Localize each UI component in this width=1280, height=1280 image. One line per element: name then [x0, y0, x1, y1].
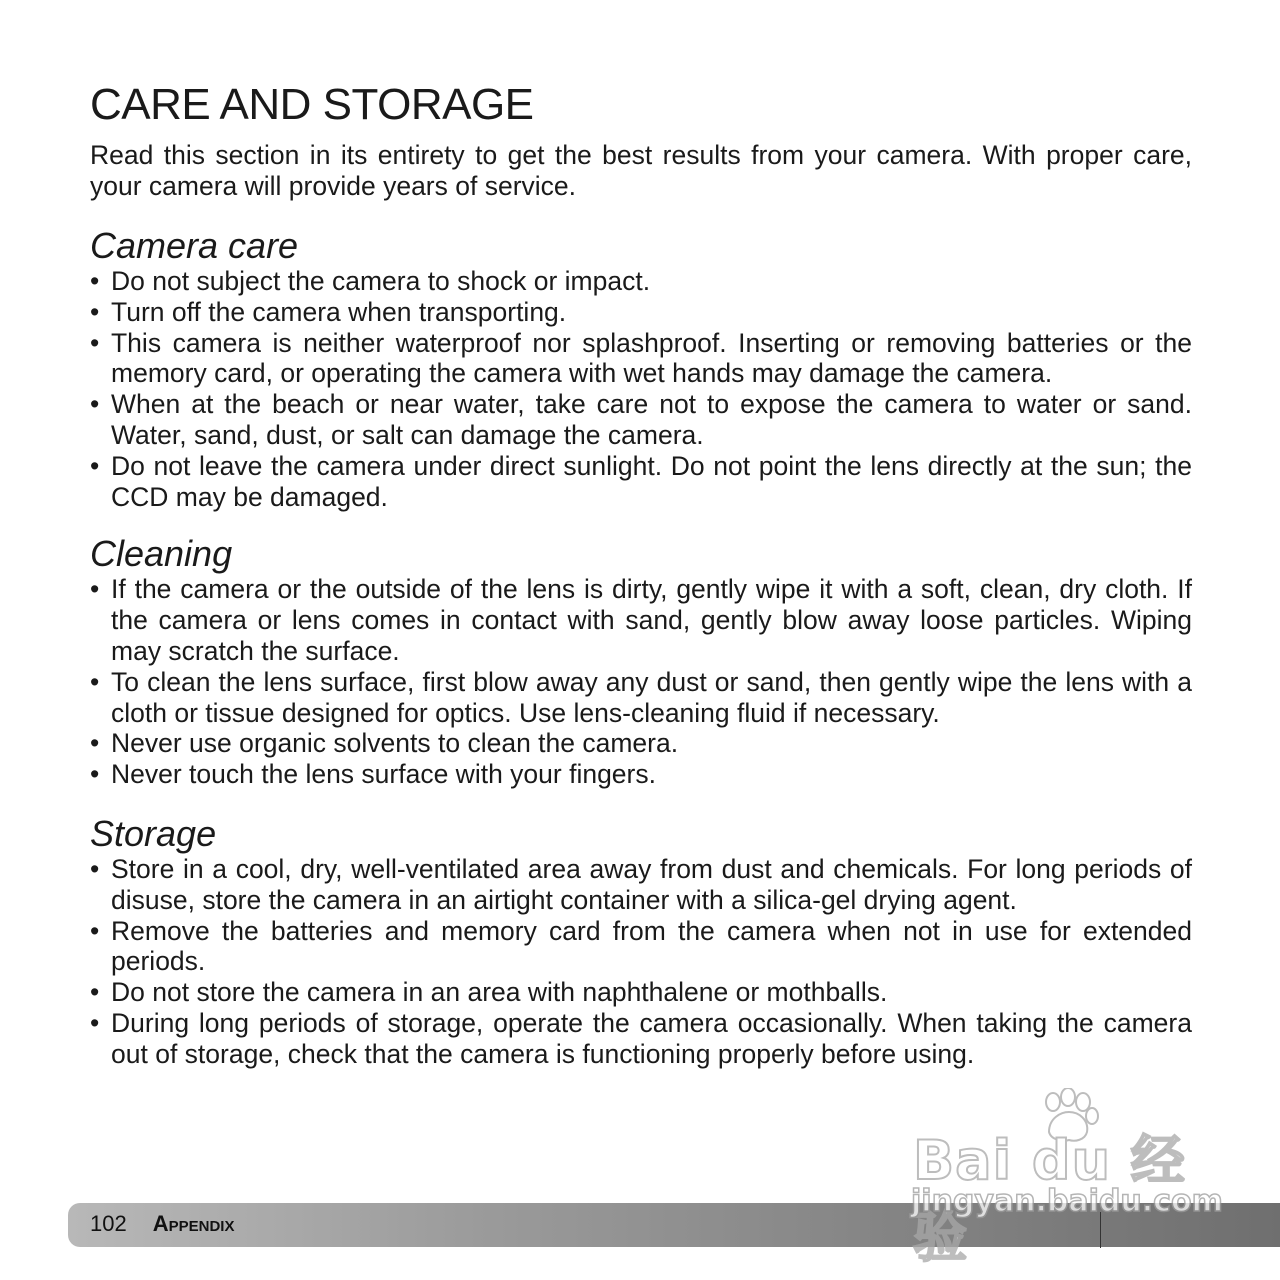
baidu-watermark: [905, 1088, 1223, 1269]
list-item: • Do not leave the camera under direct sunlight. Do not point the lens directly at the sun; the CCD may be damaged.: [90, 451, 1192, 513]
section-heading-storage: Storage: [90, 812, 217, 854]
list-item: • Do not store the camera in an area with naphthalene or mothballs.: [90, 977, 1192, 1008]
list-item: • If the camera or the outside of the lens is dirty, gently wipe it with a soft, clean, dry cloth. If the camera or lens comes in contact with sand, gently blow away loose particles. Wiping may scratch the surface.: [90, 574, 1192, 666]
camera-care-list: [90, 266, 1192, 512]
list-item: • Do not subject the camera to shock or impact.: [90, 266, 1192, 297]
footer-section-name: Appendix: [152, 1211, 235, 1236]
watermark-url-text: jingyan.baidu.com: [911, 1184, 1223, 1219]
cleaning-list: [90, 574, 1192, 790]
intro-paragraph: Read this section in its entirety to get the best results from your camera. With proper care, your camera will provide years of service.: [90, 140, 1192, 201]
list-item: • To clean the lens surface, first blow away any dust or sand, then gently wipe the lens with a cloth or tissue designed for optics. Use lens-cleaning fluid if necessary.: [90, 667, 1192, 729]
page-content: [90, 78, 1192, 1070]
page-footer: [90, 1210, 234, 1238]
section-heading-cleaning: Cleaning: [90, 533, 233, 575]
list-item: • This camera is neither waterproof nor splashproof. Inserting or removing batteries or the memory card, or operating the camera with wet hands may damage the camera.: [90, 328, 1192, 390]
list-item: • Store in a cool, dry, well-ventilated area away from dust and chemicals. For long periods of disuse, store the camera in an airtight container with a silica-gel drying agent.: [90, 854, 1192, 916]
page-number: 102: [90, 1211, 127, 1236]
section-heading-camera-care: Camera care: [90, 225, 299, 266]
list-item: • Never touch the lens surface with your fingers.: [90, 759, 1192, 790]
list-item: • Remove the batteries and memory card from the camera when not in use for extended periods.: [90, 916, 1192, 978]
page-title: CARE AND STORAGE: [90, 80, 534, 129]
list-item: • Turn off the camera when transporting.: [90, 297, 1192, 328]
list-item: • When at the beach or near water, take care not to expose the camera to water or sand. Water, sand, dust, or salt can damage the camera.: [90, 389, 1192, 451]
watermark-logo-text: Bai du 经验: [913, 1129, 1186, 1269]
list-item: • During long periods of storage, operate the camera occasionally. When taking the camera out of storage, check that the camera is functioning properly before using.: [90, 1008, 1192, 1070]
list-item: • Never use organic solvents to clean the camera.: [90, 728, 1192, 759]
storage-list: [90, 854, 1192, 1070]
